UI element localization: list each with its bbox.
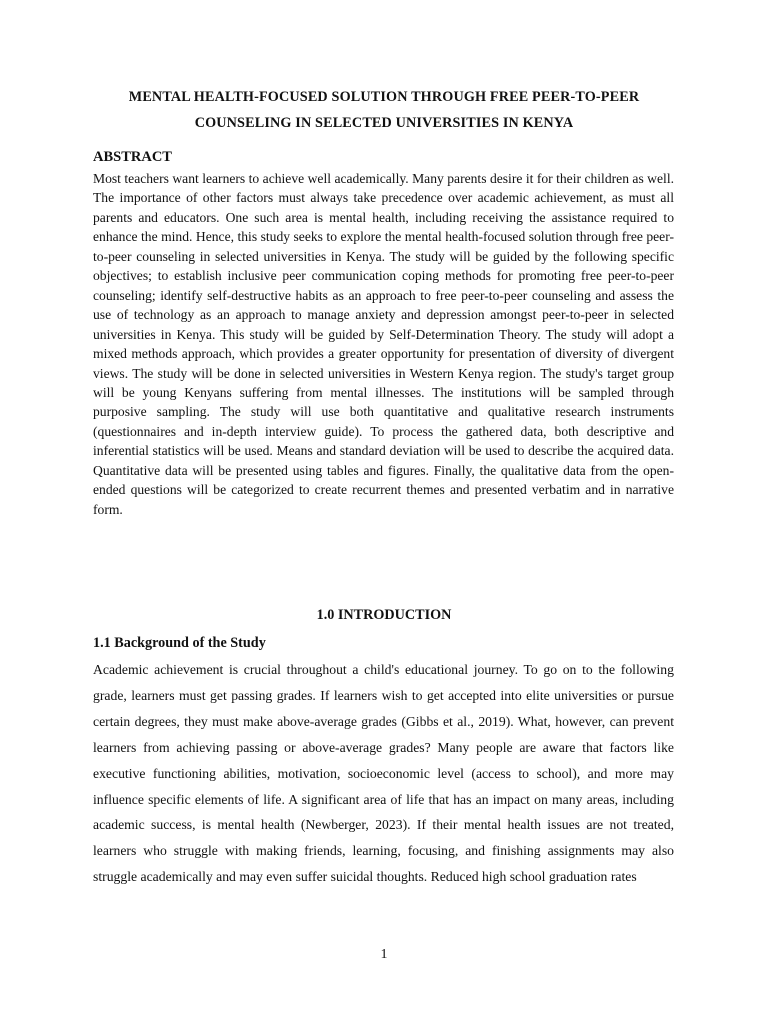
paper-title: MENTAL HEALTH-FOCUSED SOLUTION THROUGH FREE PEER-TO-PEER COUNSELING IN SELECTED UNIVERSITIES IN KENYA (128, 89, 640, 131)
background-paragraph: Academic achievement is crucial throughout a child's educational journey. To go on to the following grade, learners must get passing grades. If learners wish to get accepted into elite universities or pursue certain degrees, they must make above-average grades (Gibbs et al., 2019). What, however, can prevent learners from achieving passing or above-average grades? Many people are aware that factors like executive functioning abilities, motivation, socioeconomic level (access to school), and more may influence specific elements of life. A significant area of life that has an impact on many areas, including academic success, is mental health (Newberger, 2023). If their mental health issues are not treated, learners who struggle with making friends, learning, focusing, and finishing assignments may also struggle academically and may even suffer suicidal thoughts. Reduced high school graduation rates (93, 662, 674, 885)
abstract-paragraph: Most teachers want learners to achieve well academically. Many parents desire it for their children as well. The importance of other factors must always take precedence over academic achievement, as must all parents and educators. One such area is mental health, including receiving the assistance required to enhance the mind. Hence, this study seeks to explore the mental health-focused solution through free peer-to-peer counseling in selected universities in Kenya. The study will be guided by the following specific objectives; to establish inclusive peer communication coping methods for promoting free peer-to-peer counseling; identify self-destructive habits as an approach to free peer-to-peer counseling and assess the use of technology as an approach to manage anxiety and depression amongst peer-to-peer in selected universities in Kenya. This study will be guided by Self-Determination Theory. The study will adopt a mixed methods approach, which provides a greater opportunity for presentation of diversity of divergent views. The study will be done in selected universities in Western Kenya region. The study's target group will be young Kenyans suffering from mental illnesses. The institutions will be sampled through purposive sampling. The study will use both quantitative and qualitative research instruments (questionnaires and in-depth interview guide). To process the gathered data, both descriptive and inferential statistics will be used. Means and standard deviation will be used to describe the acquired data. Quantitative data will be presented using tables and figures. Finally, the qualitative data from the open-ended questions will be categorized to create recurrent themes and presented verbatim and in narrative form. (93, 171, 674, 517)
background-heading: 1.1 Background of the Study (93, 635, 266, 651)
page-number: 1 (380, 947, 388, 962)
introduction-heading: 1.0 INTRODUCTION (316, 607, 452, 623)
abstract-heading: ABSTRACT (93, 149, 172, 165)
